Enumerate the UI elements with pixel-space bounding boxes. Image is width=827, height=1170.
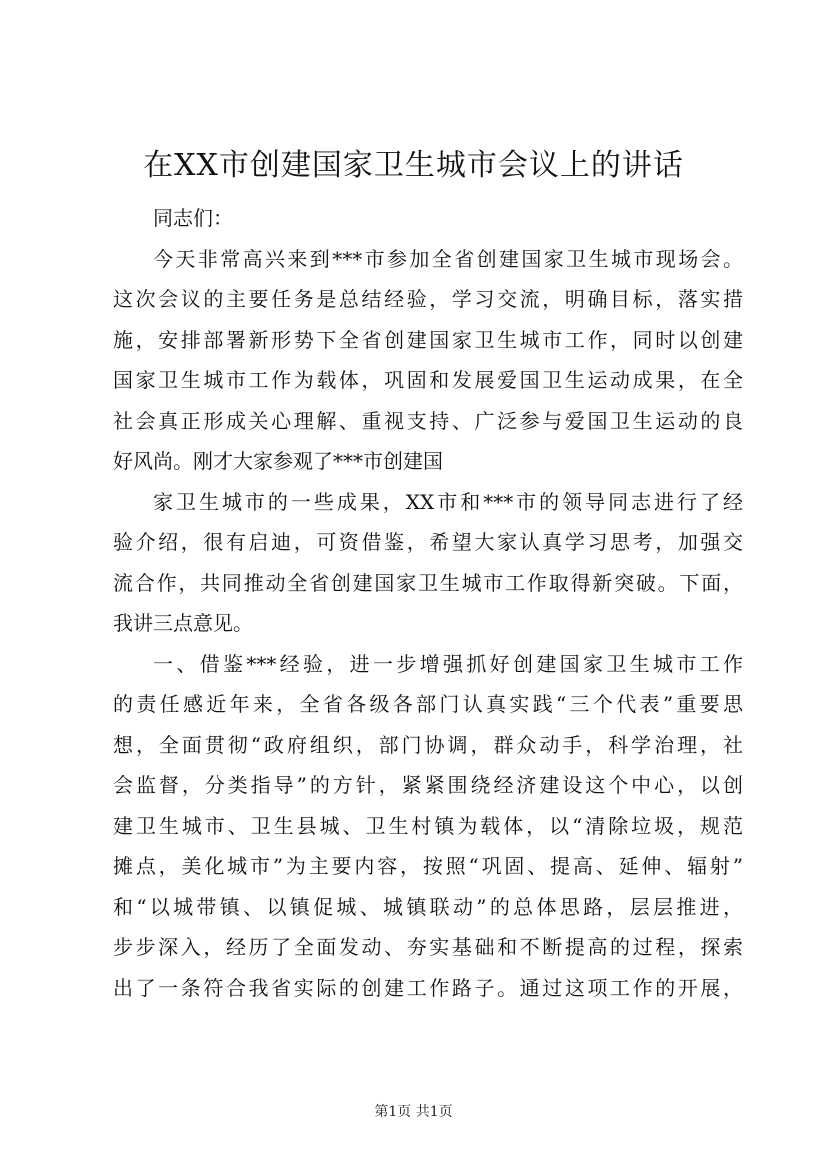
paragraph-line: 这次会议的主要任务是总结经验，学习交流，明确目标，落实措 <box>113 287 743 311</box>
paragraph-line: 和“以城带镇、以镇促城、城镇联动”的总体思路，层层推进， <box>113 894 743 919</box>
paragraph-line: 想，全面贯彻“政府组织，部门协调，群众动手，科学治理，社 <box>113 732 743 757</box>
paragraph-line: 验介绍，很有启迪，可资借鉴，希望大家认真学习思考，加强交 <box>113 530 743 554</box>
paragraph-line: 今天非常高兴来到***市参加全省创建国家卫生城市现场会。 <box>153 246 743 271</box>
paragraph-line: 家卫生城市的一些成果，XX市和***市的领导同志进行了经 <box>153 489 743 514</box>
paragraph-line: 出了一条符合我省实际的创建工作路子。通过这项工作的开展， <box>113 975 743 1000</box>
paragraph-line: 国家卫生城市工作为载体，巩固和发展爱国卫生运动成果，在全 <box>113 368 743 392</box>
total-pages: 共1页 <box>415 1104 453 1120</box>
paragraph-line: 好风尚。刚才大家参观了***市创建国 <box>113 449 443 473</box>
paragraph-line: 摊点，美化城市”为主要内容，按照“巩固、提高、延伸、辐射” <box>113 854 743 878</box>
paragraph-line: 流合作，共同推动全省创建国家卫生城市工作取得新突破。下面， <box>113 570 743 595</box>
page-footer <box>0 1102 827 1122</box>
paragraph-line: 社会真正形成关心理解、重视支持、广泛参与爱国卫生运动的良 <box>113 408 743 433</box>
paragraph-line: 步步深入，经历了全面发动、夯实基础和不断提高的过程，探索 <box>113 935 743 959</box>
paragraph-line: 施，安排部署新形势下全省创建国家卫生城市工作，同时以创建 <box>113 327 743 352</box>
section-heading-line: 一、借鉴***经验，进一步增强抓好创建国家卫生城市工作 <box>153 651 743 676</box>
paragraph-line: 的责任感近年来，全省各级各部门认真实践“三个代表”重要思 <box>113 692 743 716</box>
paragraph-line: 会监督，分类指导”的方针，紧紧围绕经济建设这个中心，以创 <box>113 773 743 797</box>
page-number: 第1页 <box>374 1104 412 1120</box>
paragraph-line: 我讲三点意见。 <box>113 611 253 635</box>
document-body <box>113 198 743 1008</box>
salutation: 同志们： <box>153 206 233 230</box>
paragraph-line: 建卫生城市、卫生县城、卫生村镇为载体，以“清除垃圾，规范 <box>113 813 743 838</box>
document-title: 在XX市创建国家卫生城市会议上的讲话 <box>143 148 684 183</box>
